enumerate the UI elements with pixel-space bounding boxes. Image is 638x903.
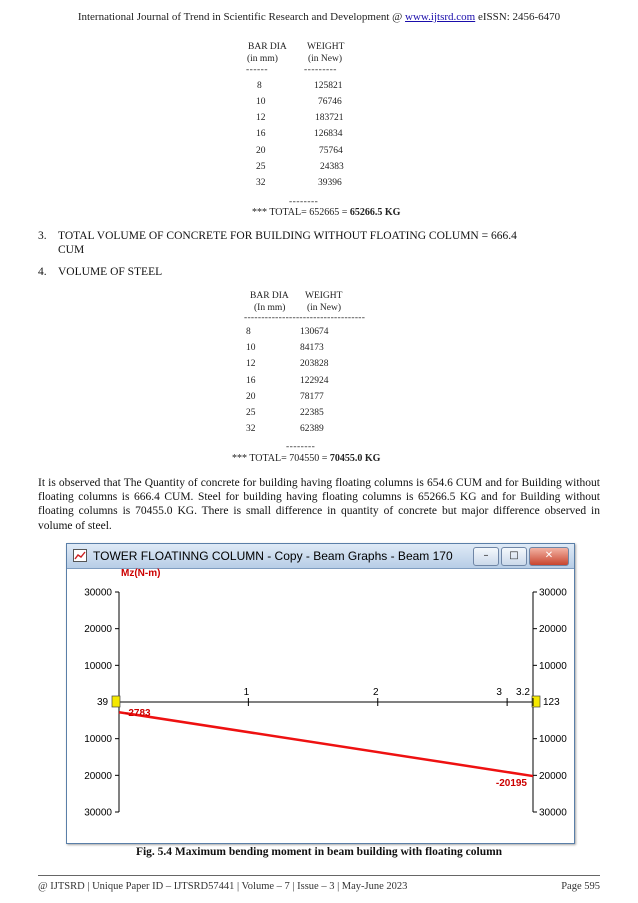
item-3-text-line2: CUM [58, 244, 85, 256]
moment-value-label: -20195 [495, 778, 527, 790]
right-y-tick-label: 20000 [539, 624, 567, 636]
table2-cell-weight: 122924 [300, 376, 329, 386]
left-y-tick-label: 20000 [84, 624, 112, 636]
table2-col2-header-line1: WEIGHT [305, 291, 343, 301]
journal-title: International Journal of Trend in Scientific Research and Development @ [77, 11, 403, 23]
figure-caption: Fig. 5.4 Maximum bending moment in beam building with floating column [135, 846, 503, 858]
page-number: Page 595 [561, 881, 600, 892]
table1-cell-dia: 25 [256, 162, 266, 172]
table1-cell-dia: 10 [256, 97, 266, 107]
table2-cell-dia: 32 [246, 424, 256, 434]
table1-cell-weight: 76746 [318, 97, 342, 107]
left-node-label: 39 [97, 697, 109, 708]
item-3 [38, 229, 603, 257]
table2-sum-dash: -------- [286, 442, 316, 452]
table2-col1-header-line1: BAR DIA [250, 291, 289, 301]
table2-cell-weight: 22385 [300, 408, 324, 418]
x-tick-label: 3.2 [516, 687, 530, 698]
y-axis-label: Mz(N-m) [121, 568, 161, 579]
table2-cell-dia: 20 [246, 392, 256, 402]
table1-cell-weight: 125821 [314, 81, 343, 91]
x-tick-label: 1 [243, 687, 250, 698]
right-y-tick-label: 10000 [539, 734, 567, 746]
journal-website-link[interactable]: www.ijtsrd.com [405, 11, 476, 23]
table2-cell-weight: 203828 [300, 359, 329, 369]
right-node-label: 123 [543, 697, 560, 708]
footer-divider [38, 875, 600, 876]
beam-graph-icon [73, 549, 87, 562]
table1-total-prefix: *** TOTAL= 652665 = [252, 207, 348, 218]
x-tick-label: 2 [372, 687, 379, 698]
table1-cell-weight: 24383 [320, 162, 344, 172]
right-y-tick-label: 30000 [539, 587, 567, 599]
table2-cell-weight: 62389 [300, 424, 324, 434]
window-titlebar[interactable] [67, 544, 574, 569]
item-3-number: 3. [38, 230, 47, 242]
table1-sum-dash: -------- [289, 197, 319, 207]
table2-cell-dia: 25 [246, 408, 256, 418]
table2-total-kg: 70455.0 KG [329, 453, 381, 464]
table2-cell-weight: 84173 [300, 343, 324, 353]
table1-total [252, 208, 400, 218]
close-button[interactable]: ✕ [529, 547, 569, 566]
table2-cell-dia: 12 [246, 359, 256, 369]
minimize-button[interactable]: – [473, 547, 499, 566]
table1-cell-weight: 126834 [314, 129, 343, 139]
page-footer [38, 881, 600, 892]
table2-total [232, 454, 380, 464]
left-y-tick-label: 30000 [84, 807, 112, 819]
table1-cell-weight: 75764 [319, 146, 343, 156]
table1-cell-dia: 8 [257, 81, 262, 91]
table2-total-prefix: *** TOTAL= 704550 = [232, 453, 328, 464]
left-node-box [112, 696, 120, 707]
right-y-tick-label: 20000 [539, 770, 567, 782]
left-y-tick-label: 10000 [84, 660, 112, 672]
table1-cell-weight: 183721 [315, 113, 344, 123]
table2-cell-weight: 130674 [300, 327, 329, 337]
item-4 [38, 265, 162, 279]
table2-cell-dia: 8 [246, 327, 251, 337]
bending-moment-chart [67, 568, 574, 842]
journal-header [0, 11, 638, 23]
table2-col1-header-line2: (In mm) [254, 303, 286, 313]
table2-cell-weight: 78177 [300, 392, 324, 402]
left-y-tick-label: 10000 [84, 734, 112, 746]
item-4-number: 4. [38, 266, 47, 278]
right-y-tick-label: 10000 [539, 660, 567, 672]
table1-cell-dia: 12 [256, 113, 266, 123]
table1-cell-dia: 32 [256, 178, 266, 188]
table1-col2-header-line2: (in New) [308, 54, 343, 64]
table1-dash-col1: ------ [246, 65, 268, 75]
item-3-text-line1: TOTAL VOLUME OF CONCRETE FOR BUILDING WITHOUT FLOATING COLUMN = 666.4 [58, 230, 517, 242]
table2-dash-line: ----------------------------------- [244, 313, 366, 323]
journal-issn: eISSN: 2456-6470 [477, 11, 561, 23]
item-4-text: VOLUME OF STEEL [58, 266, 163, 278]
table2-col2-header-line2: (in New) [307, 303, 342, 313]
table1-total-kg: 65266.5 KG [349, 207, 401, 218]
observation-paragraph: It is observed that The Quantity of concrete for building having floating columns is 654.6 CUM and for Building without floating columns is 666.4 CUM. Steel for building having floating columns is 65266.5 KG and for Building without floating columns is 70455.0 KG. There is small difference in quantity of concrete but major difference observed in volume of steel. [38, 477, 600, 532]
x-tick-label: 3 [496, 687, 502, 698]
left-y-tick-label: 20000 [84, 770, 112, 782]
table1-cell-dia: 16 [256, 129, 266, 139]
right-y-tick-label: 30000 [539, 807, 567, 819]
beam-graph-window [66, 543, 575, 844]
table1-col2-header-line1: WEIGHT [307, 42, 345, 52]
table2-cell-dia: 10 [246, 343, 256, 353]
bending-moment-line [119, 712, 533, 776]
footer-paper-info: @ IJTSRD | Unique Paper ID – IJTSRD57441 | Volume – 7 | Issue – 3 | May-June 2023 [38, 881, 408, 892]
table1-cell-weight: 39396 [318, 178, 342, 188]
table1-cell-dia: 20 [256, 146, 266, 156]
table2-cell-dia: 16 [246, 376, 256, 386]
table1-col1-header-line2: (in mm) [247, 54, 278, 64]
table1-col1-header-line1: BAR DIA [248, 42, 287, 52]
table1-dash-col2: --------- [304, 65, 337, 75]
maximize-button[interactable]: □ [501, 547, 527, 566]
moment-value-label: -2783 [125, 708, 151, 720]
left-y-tick-label: 30000 [84, 587, 112, 599]
window-title: TOWER FLOATINNG COLUMN - Copy - Beam Graphs - Beam 170 [93, 549, 453, 563]
